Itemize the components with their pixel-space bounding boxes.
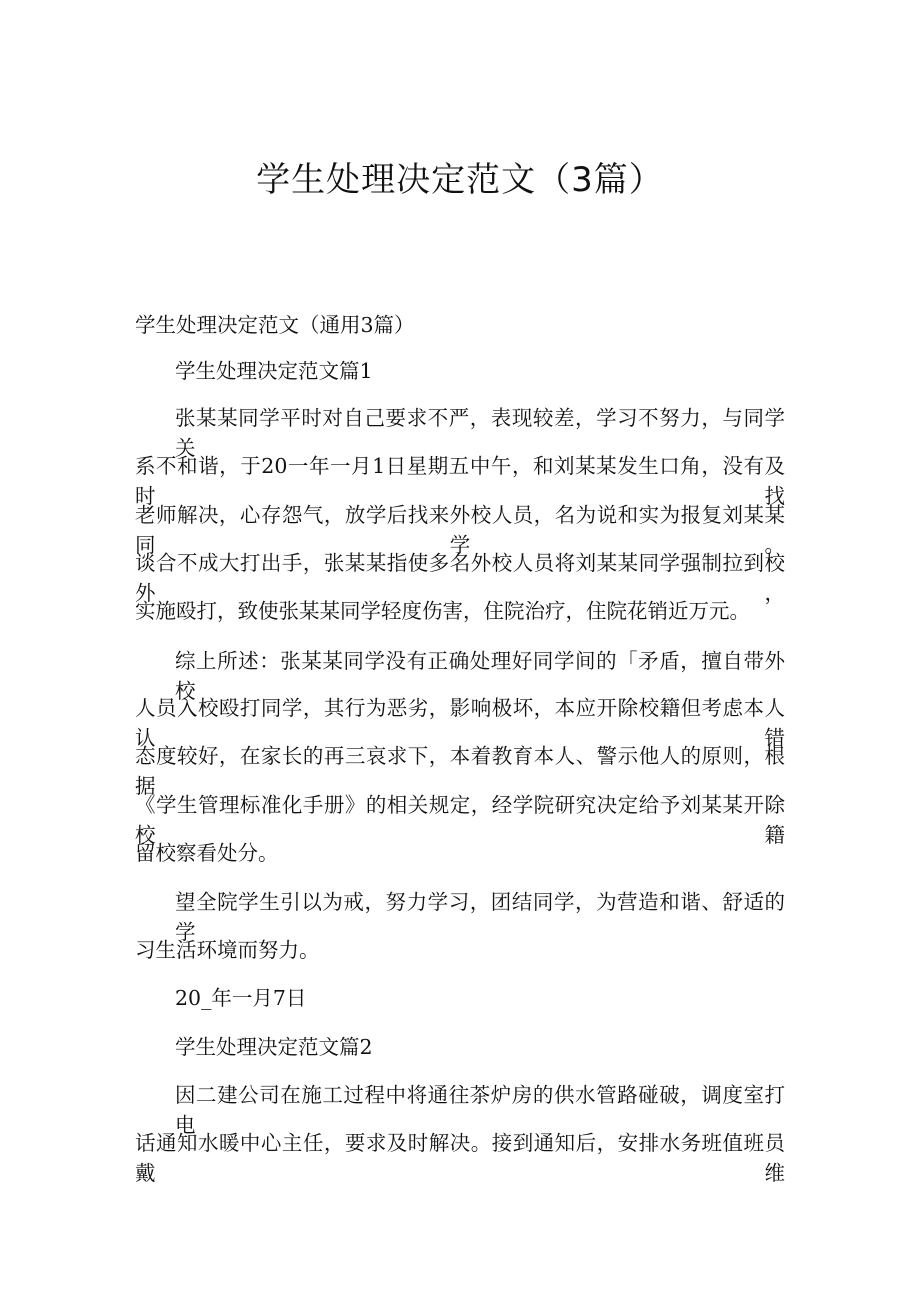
paragraph-line: 态度较好，在家长的再三哀求下，本着教育本人、警示他人的原则，根据	[135, 744, 785, 798]
paragraph-line: 综上所述：张某某同学没有正确处理好同学间的「矛盾，擅自带外校	[175, 649, 785, 703]
paragraph-line: 留校察看处分。	[135, 841, 279, 865]
paragraph-line: 系不和谐，于20一年一月1日星期五中午，和刘某某发生口角，没有及时找	[135, 454, 785, 508]
paragraph-line: 《学生管理标准化手册》的相关规定，经学院研究决定给予刘某某开除校籍	[135, 793, 785, 847]
paragraph-line: 人员入校殴打同学，其行为恶劣，影响极坏，本应开除校籍但考虑本人认错	[135, 696, 785, 750]
document-title: 学生处理决定范文（3篇）	[256, 160, 664, 200]
section-heading-1: 学生处理决定范文篇1	[175, 359, 373, 383]
paragraph-line: 实施殴打，致使张某某同学轻度伤害，住院治疗，住院花销近万元。	[135, 599, 750, 623]
paragraph-line: 习生活环境而努力。	[135, 938, 320, 962]
paragraph-line: 张某某同学平时对自己要求不严，表现较差，学习不努力，与同学关	[175, 406, 785, 460]
paragraph-line: 话通知水暖中心主任，要求及时解决。接到通知后，安排水务班值班员戴维	[135, 1131, 785, 1185]
paragraph-line: 望全院学生引以为戒，努力学习，团结同学，为营造和谐、舒适的学	[175, 890, 785, 944]
document-subtitle: 学生处理决定范文（通用3篇）	[135, 313, 415, 337]
paragraph-line: 老师解决，心存怨气，放学后找来外校人员，名为说和实为报复刘某某同学。	[135, 503, 785, 557]
paragraph-line: 因二建公司在施工过程中将通往茶炉房的供水管路碰破，调度室打电	[175, 1083, 785, 1137]
document-date: 20_年一月7日	[175, 986, 307, 1010]
paragraph-line: 谈合不成大打出手，张某某指使多名外校人员将刘某某同学强制拉到校外，	[135, 551, 785, 605]
section-heading-2: 学生处理决定范文篇2	[175, 1035, 373, 1059]
